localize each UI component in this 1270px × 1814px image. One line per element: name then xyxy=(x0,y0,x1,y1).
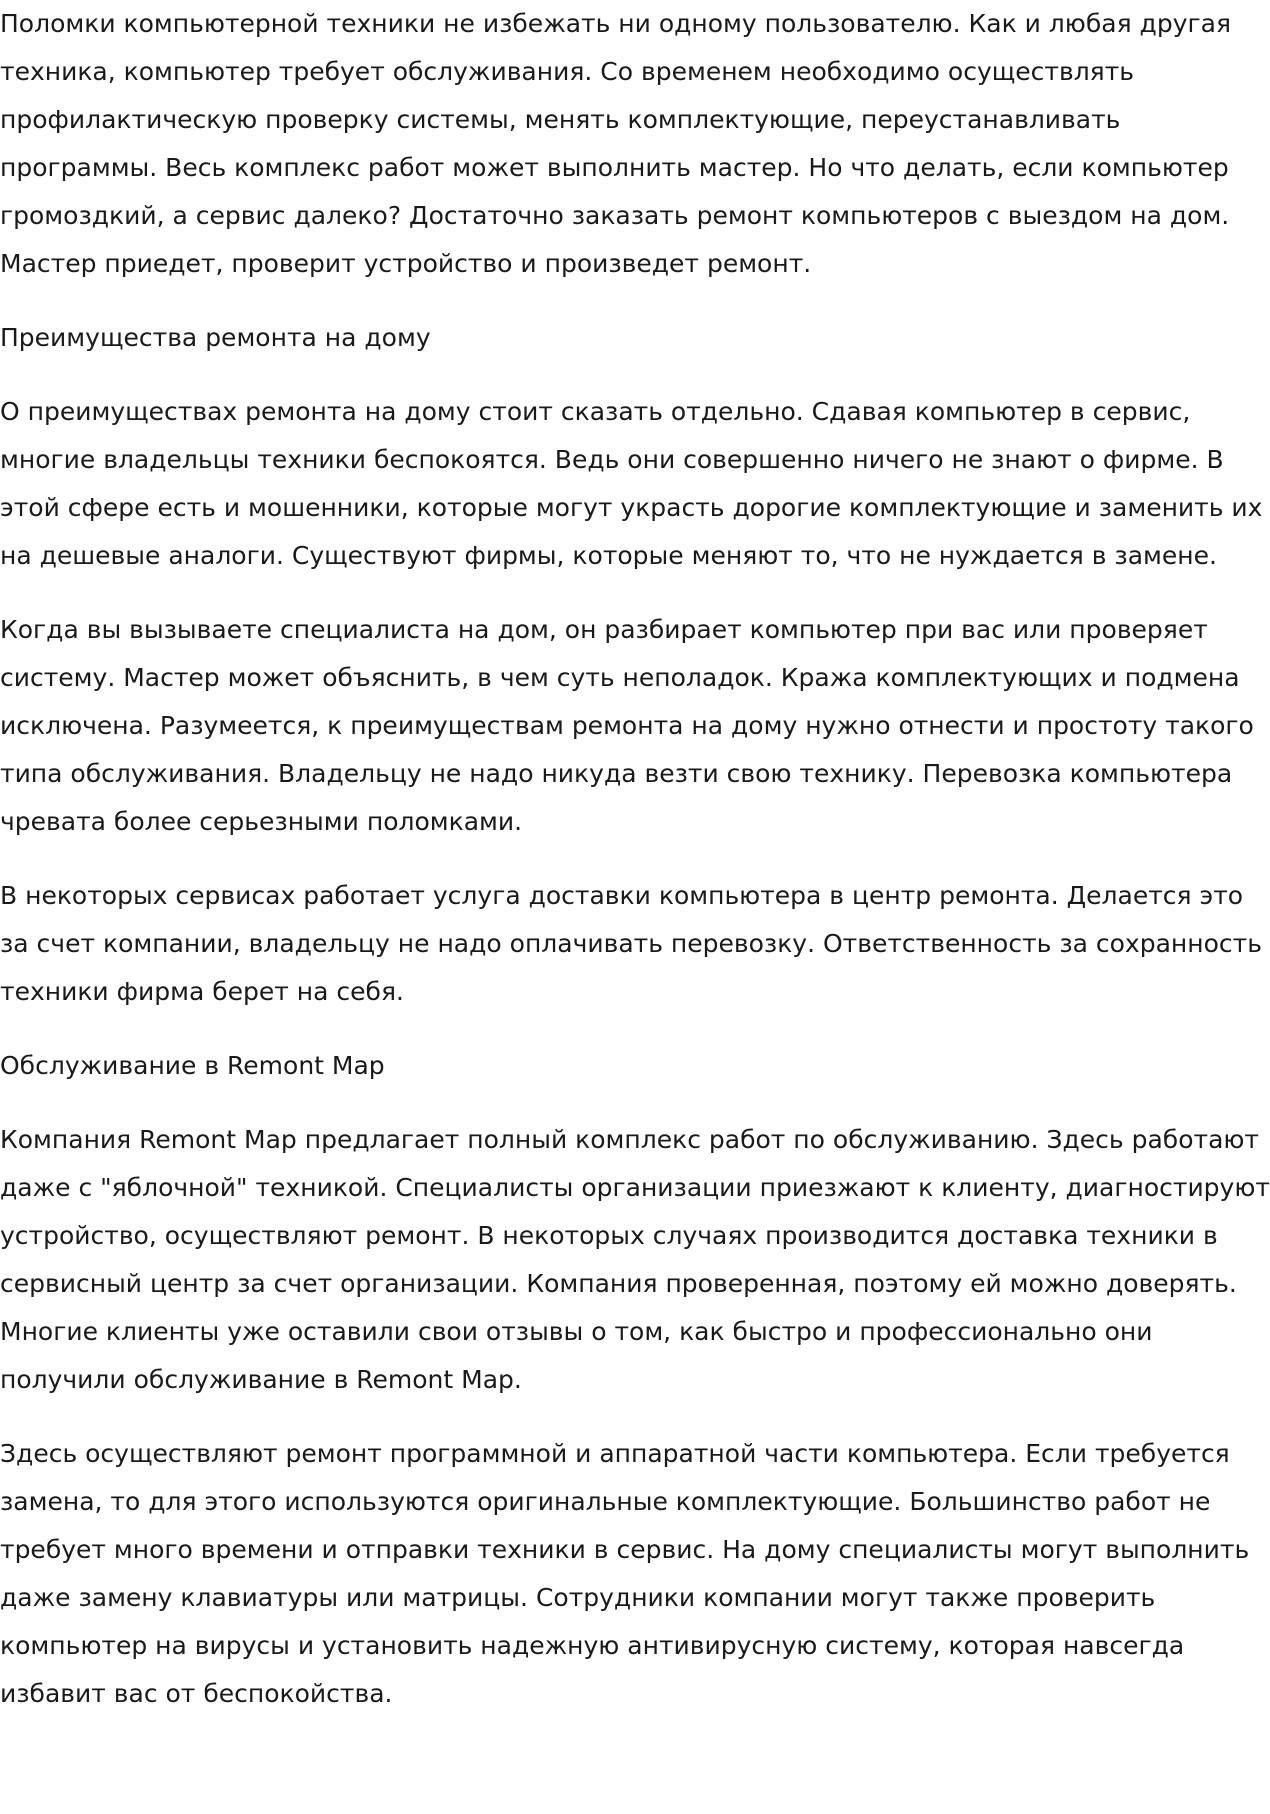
section-heading-remont-map-service: Обслуживание в Remont Map xyxy=(0,1051,385,1080)
paragraph: Компания Remont Map предлагает полный комплекс работ по обслуживанию. Здесь работают даже с "яблочной" техникой. Специалисты организации приезжают к клиенту, диагностируют устройство, осуществляют ремонт. В некоторых случаях производится доставка техники в сервисный центр за счет организации. Компания проверенная, поэтому ей можно доверять. Многие клиенты уже оставили свои отзывы о том, как быстро и профессионально они получили обслуживание в Remont Map. xyxy=(0,1125,1270,1394)
paragraph: О преимуществах ремонта на дому стоит сказать отдельно. Сдавая компьютер в сервис, многие владельцы техники беспокоятся. Ведь они совершенно ничего не знают о фирме. В этой сфере есть и мошенники, которые могут украсть дорогие комплектующие и заменить их на дешевые аналоги. Существуют фирмы, которые меняют то, что не нуждается в замене. xyxy=(0,397,1263,570)
section-heading-home-repair-advantages: Преимущества ремонта на дому xyxy=(0,323,431,352)
paragraph: В некоторых сервисах работает услуга доставки компьютера в центр ремонта. Делается это за счет компании, владельцу не надо оплачивать перевозку. Ответственность за сохранность техники фирма берет на себя. xyxy=(0,881,1262,1006)
paragraph: Когда вы вызываете специалиста на дом, он разбирает компьютер при вас или проверяет систему. Мастер может объяснить, в чем суть неполадок. Кража комплектующих и подмена исключена. Разумеется, к преимуществам ремонта на дому нужно отнести и простоту такого типа обслуживания. Владельцу не надо никуда везти свою технику. Перевозка компьютера чревата более серьезными поломками. xyxy=(0,615,1254,836)
intro-paragraph: Поломки компьютерной техники не избежать ни одному пользователю. Как и любая другая техника, компьютер требует обслуживания. Со временем необходимо осуществлять профилактическую проверку системы, менять комплектующие, переустанавливать программы. Весь комплекс работ может выполнить мастер. Но что делать, если компьютер громоздкий, а сервис далеко? Достаточно заказать ремонт компьютеров с выездом на дом. Мастер приедет, проверит устройство и произведет ремонт. xyxy=(0,9,1231,278)
paragraph: Здесь осуществляют ремонт программной и аппаратной части компьютера. Если требуется замена, то для этого используются оригинальные комплектующие. Большинство работ не требует много времени и отправки техники в сервис. На дому специалисты могут выполнить даже замену клавиатуры или матрицы. Сотрудники компании могут также проверить компьютер на вирусы и установить надежную антивирусную систему, которая навсегда избавит вас от беспокойства. xyxy=(0,1439,1250,1708)
